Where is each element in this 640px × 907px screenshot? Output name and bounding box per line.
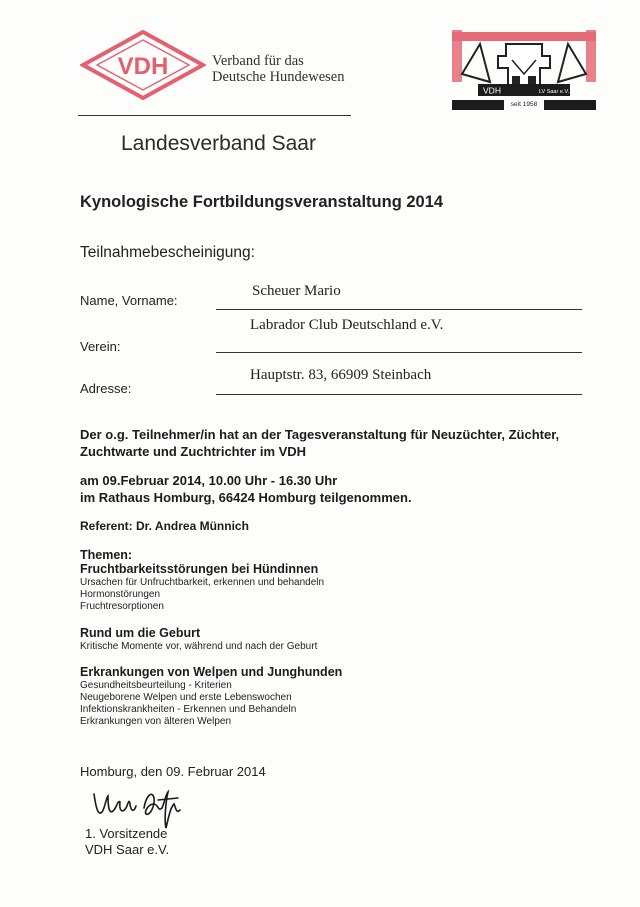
name-underline	[216, 309, 582, 310]
statement-line-4: im Rathaus Homburg, 66424 Homburg teilgenommen.	[80, 490, 412, 505]
topic-1-title: Fruchtbarkeitsstörungen bei Hündinnen	[80, 562, 319, 576]
signatory-title: 1. Vorsitzende	[85, 826, 168, 841]
header-divider	[78, 115, 351, 116]
topics-heading: Themen:	[80, 548, 133, 562]
topic-2-item-1: Kritische Momente vor, während und nach der Geburt	[80, 641, 318, 652]
statement-line-3: am 09.Februar 2014, 10.00 Uhr - 16.30 Uhr	[80, 473, 338, 488]
emblem-since: seit 1958	[510, 101, 538, 108]
handwritten-signature	[92, 786, 184, 830]
signatory-organization: VDH Saar e.V.	[85, 842, 170, 857]
statement-line-2: Zuchtwarte und Zuchtrichter im VDH	[80, 444, 307, 459]
name-value: Scheuer Mario	[252, 283, 341, 299]
topic-1-item-1: Ursachen für Unfruchtbarkeit, erkennen und behandeln	[80, 577, 325, 588]
topic-3-title: Erkrankungen von Welpen und Junghunden	[80, 665, 343, 679]
topic-1-item-3: Fruchtresorptionen	[80, 601, 164, 612]
vdh-diamond-logo	[80, 30, 206, 100]
topic-2-title: Rund um die Geburt	[80, 626, 201, 640]
vdh-logo-text: VDH	[117, 53, 169, 80]
statement-line-1: Der o.g. Teilnehmer/in hat an der Tagesveranstaltung für Neuzüchter, Züchter,	[80, 427, 560, 442]
emblem-label-lv: LV Saar e.V.	[538, 89, 570, 95]
organization-name-line1: Verband für das	[212, 53, 304, 69]
topic-3-item-3: Infektionskrankheiten - Erkennen und Behandeln	[80, 704, 297, 715]
emblem-label-vdh: VDH	[483, 85, 501, 96]
place-date: Homburg, den 09. Februar 2014	[80, 764, 266, 779]
name-label: Name, Vorname:	[80, 293, 178, 308]
address-value: Hauptstr. 83, 66909 Steinbach	[250, 367, 432, 383]
certificate-title: Teilnahmebescheinigung:	[80, 244, 255, 261]
event-title: Kynologische Fortbildungsveranstaltung 2014	[80, 193, 444, 211]
topic-1-item-2: Hormonstörungen	[80, 589, 161, 600]
club-value: Labrador Club Deutschland e.V.	[250, 317, 444, 333]
organization-name	[212, 53, 344, 85]
landesverband-title: Landesverband Saar	[121, 132, 316, 155]
speaker: Referent: Dr. Andrea Münnich	[80, 519, 249, 533]
lv-saar-emblem	[452, 30, 596, 112]
topic-3-item-2: Neugeborene Welpen und erste Lebenswochen	[80, 692, 292, 703]
address-underline	[216, 394, 582, 395]
club-label: Verein:	[80, 339, 121, 354]
address-label: Adresse:	[80, 381, 132, 396]
organization-name-line2: Deutsche Hundewesen	[212, 69, 345, 85]
topic-3-item-4: Erkrankungen von älteren Welpen	[80, 716, 232, 727]
topic-3-item-1: Gesundheitsbeurteilung - Kriterien	[80, 680, 232, 691]
club-underline	[216, 352, 582, 353]
